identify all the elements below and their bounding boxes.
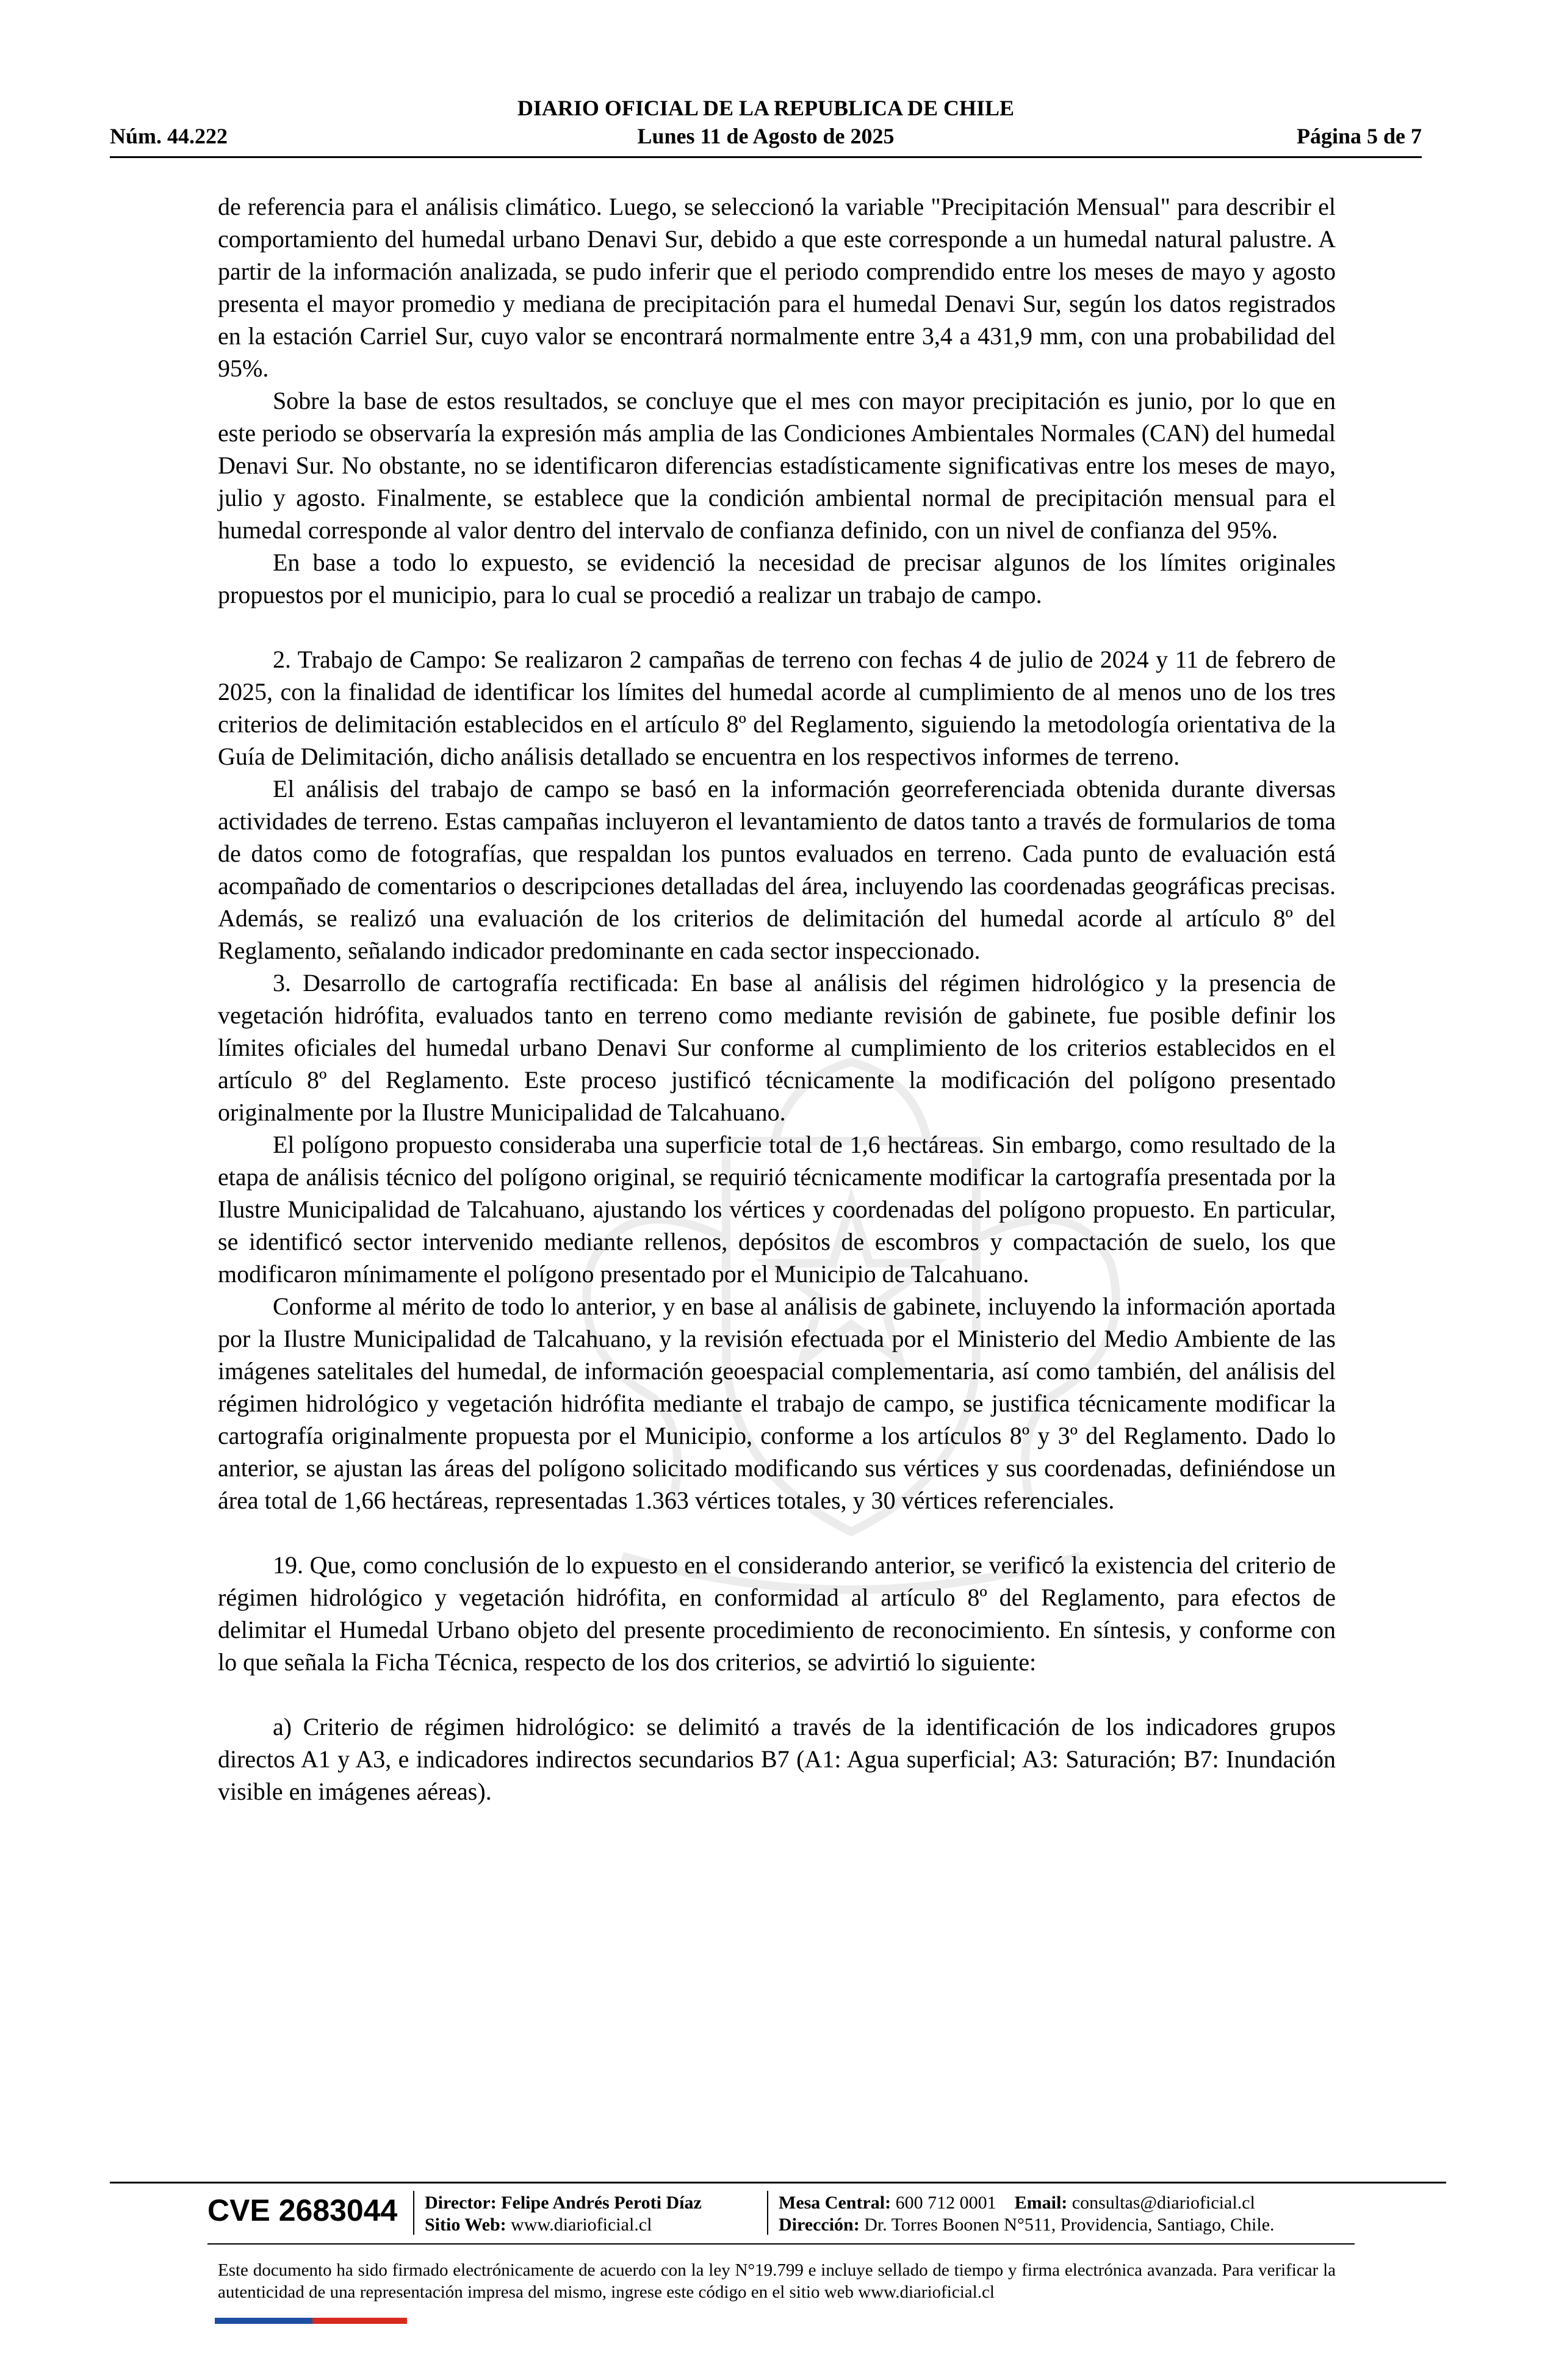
footer-divider <box>110 2182 1446 2183</box>
email-label: Email: <box>1014 2193 1068 2213</box>
issue-date: Lunes 11 de Agosto de 2025 <box>637 124 895 148</box>
header-divider <box>110 156 1422 158</box>
footer-contact-block <box>779 2192 1275 2236</box>
flag-stripe-blue <box>215 2318 312 2324</box>
paragraph-cartography: 3. Desarrollo de cartografía rectificada: En base al análisis del régimen hidrológico y la presencia de vegetación hidrófita, evaluados tanto en terreno como mediante revisión de gabinete, fue posible definir los límites oficiales del humedal urbano Denavi Sur conforme al cumplimiento de los criterios establecidos en el artículo 8º del Reglamento. Este proceso justificó técnicamente la modificación del polígono presentado originalmente por la Ilustre Municipalidad de Talcahuano. <box>218 969 1336 1126</box>
paragraph-june-conclusion: Sobre la base de estos resultados, se concluye que el mes con mayor precipitación es junio, por lo que en este periodo se observaría la expresión más amplia de las Condiciones Ambientales Normales (CAN) del humedal Denavi Sur. No obstante, no se identificaron diferencias estadísticamente significativas entre los meses de mayo, julio y agosto. Finalmente, se establece que la condición ambiental normal de precipitación mensual para el humedal corresponde al valor dentro del intervalo de confianza definido, con un nivel de confianza del 95%. <box>218 387 1336 544</box>
footer-separator <box>413 2191 414 2235</box>
paragraph-criterion-a: a) Criterio de régimen hidrológico: se delimitó a través de la identificación de los indicadores grupos directos A1 y A3, e indicadores indirectos secundarios B7 (A1: Agua superficial; A3: Saturación; B7: Inundación visible en imágenes aéreas). <box>218 1713 1336 1805</box>
address-value: Dr. Torres Boonen N°511, Providencia, Santiago, Chile. <box>864 2215 1275 2235</box>
mesa-label: Mesa Central: <box>779 2193 891 2213</box>
footer-divider-thin <box>207 2243 1355 2245</box>
director-label: Director: <box>425 2193 497 2213</box>
paragraph-polygon: El polígono propuesto consideraba una superficie total de 1,6 hectáreas. Sin embargo, como resultado de la etapa de análisis técnico del polígono original, se requirió técnicamente modificar la cartografía presentada por la Ilustre Municipalidad de Talcahuano, ajustando los vértices y coordenadas del polígono propuesto. En particular, se identificó sector intervenido mediante rellenos, depósitos de escombros y compactación de suelo, los que modificaron mínimamente el polígono presentado por el Municipio de Talcahuano. <box>218 1131 1336 1288</box>
director-name: Felipe Andrés Peroti Díaz <box>501 2193 702 2213</box>
cve-code: CVE 2683044 <box>207 2193 398 2227</box>
paragraph-merit: Conforme al mérito de todo lo anterior, y en base al análisis de gabinete, incluyendo la información aportada por la Ilustre Municipalidad de Talcahuano, y la revisión efectuada por el Ministerio del Medio Ambiente de las imágenes satelitales del humedal, de información geoespacial complementaria, así como también, del análisis del régimen hidrológico y vegetación hidrófita mediante el trabajo de campo, se justifica técnicamente modificar la cartografía originalmente propuesta por el Municipio, conforme a los artículos 8º y 3º del Reglamento. Dado lo anterior, se ajustan las áreas del polígono solicitado modificando sus vértices y sus coordenadas, definiéndose un área total de 1,66 hectáreas, representadas 1.363 vértices totales, y 30 vértices referenciales. <box>218 1293 1336 1514</box>
web-link[interactable]: www.diarioficial.cl <box>511 2215 652 2235</box>
issue-number: Núm. 44.222 <box>110 124 228 148</box>
document-body <box>218 190 1336 1808</box>
flag-stripe-red <box>312 2318 407 2324</box>
email-link[interactable]: consultas@diarioficial.cl <box>1072 2193 1255 2213</box>
page-number: Página 5 de 7 <box>1296 124 1422 148</box>
gazette-title: DIARIO OFICIAL DE LA REPUBLICA DE CHILE <box>517 96 1015 120</box>
paragraph-climate-reference: de referencia para el análisis climático. Luego, se seleccionó la variable "Precipitación Mensual" para describir el comportamiento del humedal urbano Denavi Sur, debido a que este corresponde a un humedal natural palustre. A partir de la información analizada, se pudo inferir que el periodo comprendido entre los meses de mayo y agosto presenta el mayor promedio y mediana de precipitación para el humedal Denavi Sur, según los datos registrados en la estación Carriel Sur, cuyo valor se encontrará normalmente entre 3,4 a 431,9 mm, con una probabilidad del 95%. <box>218 193 1336 382</box>
footer-director-block <box>425 2192 702 2236</box>
footer-separator <box>767 2191 768 2235</box>
paragraph-field-analysis: El análisis del trabajo de campo se basó en la información georreferenciada obtenida durante diversas actividades de terreno. Estas campañas incluyeron el levantamiento de datos tanto a través de formularios de toma de datos como de fotografías, que respaldan los puntos evaluados en terreno. Cada punto de evaluación está acompañado de comentarios o descripciones detalladas del área, incluyendo las coordenadas geográficas precisas. Además, se realizó una evaluación de los criterios de delimitación del humedal acorde al artículo 8º del Reglamento, señalando indicador predominante en cada sector inspeccionado. <box>218 775 1336 964</box>
paragraph-field-work-need: En base a todo lo expuesto, se evidenció la necesidad de precisar algunos de los límites originales propuestos por el municipio, para lo cual se procedió a realizar un trabajo de campo. <box>218 549 1336 608</box>
signature-disclaimer: Este documento ha sido firmado electrónicamente de acuerdo con la ley N°19.799 e incluye sellado de tiempo y firma electrónica avanzada. Para verificar la autenticidad de una representación impresa del mismo, ingrese este código en el sitio web www.diarioficial.cl <box>218 2260 1336 2302</box>
paragraph-considerando-19: 19. Que, como conclusión de lo expuesto en el considerando anterior, se verificó la existencia del criterio de régimen hidrológico y vegetación hidrófita, en conformidad al artículo 8º del Reglamento, para efectos de delimitar el Humedal Urbano objeto del presente procedimiento de reconocimiento. En síntesis, y conforme con lo que señala la Ficha Técnica, respecto de los dos criterios, se advirtió lo siguiente: <box>218 1551 1336 1676</box>
page-header <box>110 90 1422 157</box>
address-label: Dirección: <box>779 2215 860 2235</box>
mesa-phone: 600 712 0001 <box>895 2193 996 2213</box>
web-label: Sitio Web: <box>425 2215 506 2235</box>
paragraph-field-work: 2. Trabajo de Campo: Se realizaron 2 campañas de terreno con fechas 4 de julio de 2024 y 11 de febrero de 2025, con la finalidad de identificar los límites del humedal acorde al cumplimiento de al menos uno de los tres criterios de delimitación establecidos en el artículo 8º del Reglamento, siguiendo la metodología orientativa de la Guía de Delimitación, dicho análisis detallado se encuentra en los respectivos informes de terreno. <box>218 646 1336 770</box>
